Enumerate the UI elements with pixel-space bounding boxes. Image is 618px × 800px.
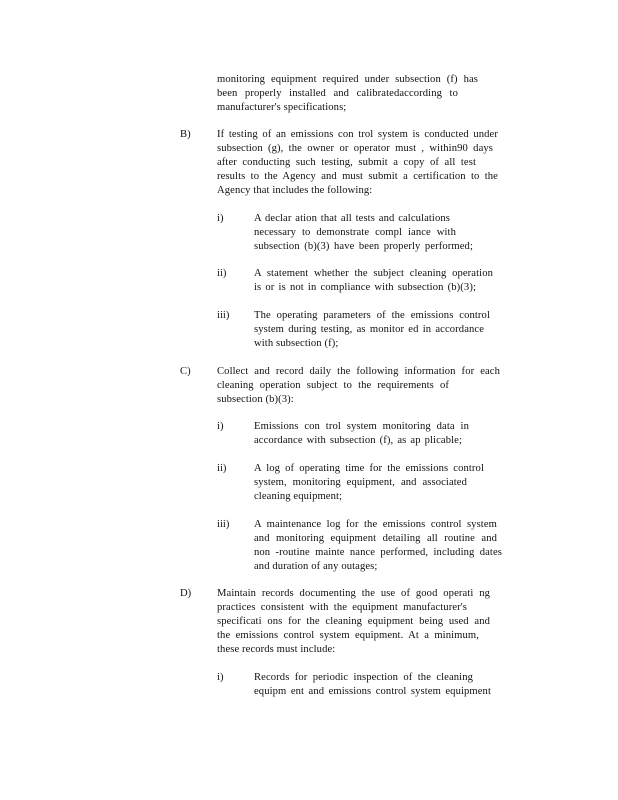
intro-line: been properly installed and calibratedaccording to — [217, 88, 458, 99]
subitem-label-c-iii: iii) — [217, 519, 230, 530]
item-label-b: B) — [180, 129, 191, 140]
item-b-line: subsection (g), the owner or operator must , within90 days — [217, 143, 493, 154]
subitem-c-ii-line: A log of operating time for the emissions control — [254, 463, 484, 474]
subitem-b-i-line: necessary to demonstrate compl iance with — [254, 227, 456, 238]
subitem-b-iii-line: with subsection (f); — [254, 338, 339, 349]
item-b-line: Agency that includes the following: — [217, 185, 373, 196]
item-d-line: specificati ons for the cleaning equipment being used and — [217, 616, 490, 627]
subitem-c-i-line: Emissions con trol system monitoring data in — [254, 421, 469, 432]
item-d-line: these records must include: — [217, 644, 336, 655]
subitem-c-iii-line: and duration of any outages; — [254, 561, 378, 572]
subitem-b-iii-line: system during testing, as monitor ed in accordance — [254, 324, 484, 335]
subitem-c-iii-line: non -routine mainte nance performed, including dates — [254, 547, 502, 558]
intro-line: monitoring equipment required under subsection (f) has — [217, 74, 478, 85]
item-c-line: subsection (b)(3): — [217, 394, 294, 405]
item-b-line: results to the Agency and must submit a certification to the — [217, 171, 498, 182]
subitem-d-i-line: equipm ent and emissions control system equipment — [254, 686, 491, 697]
item-b-line: If testing of an emissions con trol system is conducted under — [217, 129, 498, 140]
subitem-c-iii-line: and monitoring equipment detailing all routine and — [254, 533, 497, 544]
subitem-label-d-i: i) — [217, 672, 224, 683]
subitem-b-iii-line: The operating parameters of the emissions control — [254, 310, 490, 321]
subitem-b-i-line: A declar ation that all tests and calculations — [254, 213, 450, 224]
subitem-label-b-ii: ii) — [217, 268, 227, 279]
subitem-c-iii-line: A maintenance log for the emissions control system — [254, 519, 497, 530]
subitem-label-c-ii: ii) — [217, 463, 227, 474]
subitem-b-i-line: subsection (b)(3) have been properly performed; — [254, 241, 473, 252]
subitem-b-ii-line: A statement whether the subject cleaning operation — [254, 268, 493, 279]
subitem-label-b-i: i) — [217, 213, 224, 224]
subitem-label-c-i: i) — [217, 421, 224, 432]
item-label-c: C) — [180, 366, 191, 377]
item-d-line: practices consistent with the equipment manufacturer's — [217, 602, 467, 613]
intro-line: manufacturer's specifications; — [217, 102, 347, 113]
subitem-d-i-line: Records for periodic inspection of the cleaning — [254, 672, 473, 683]
item-b-line: after conducting such testing, submit a copy of all test — [217, 157, 476, 168]
item-c-line: Collect and record daily the following information for each — [217, 366, 500, 377]
subitem-label-b-iii: iii) — [217, 310, 230, 321]
item-label-d: D) — [180, 588, 192, 599]
item-c-line: cleaning operation subject to the requirements of — [217, 380, 449, 391]
subitem-c-ii-line: cleaning equipment; — [254, 491, 343, 502]
subitem-b-ii-line: is or is not in compliance with subsection (b)(3); — [254, 282, 476, 293]
item-d-line: Maintain records documenting the use of good operati ng — [217, 588, 490, 599]
subitem-c-ii-line: system, monitoring equipment, and associated — [254, 477, 467, 488]
item-d-line: the emissions control system equipment. At a minimum, — [217, 630, 479, 641]
subitem-c-i-line: accordance with subsection (f), as ap plicable; — [254, 435, 462, 446]
